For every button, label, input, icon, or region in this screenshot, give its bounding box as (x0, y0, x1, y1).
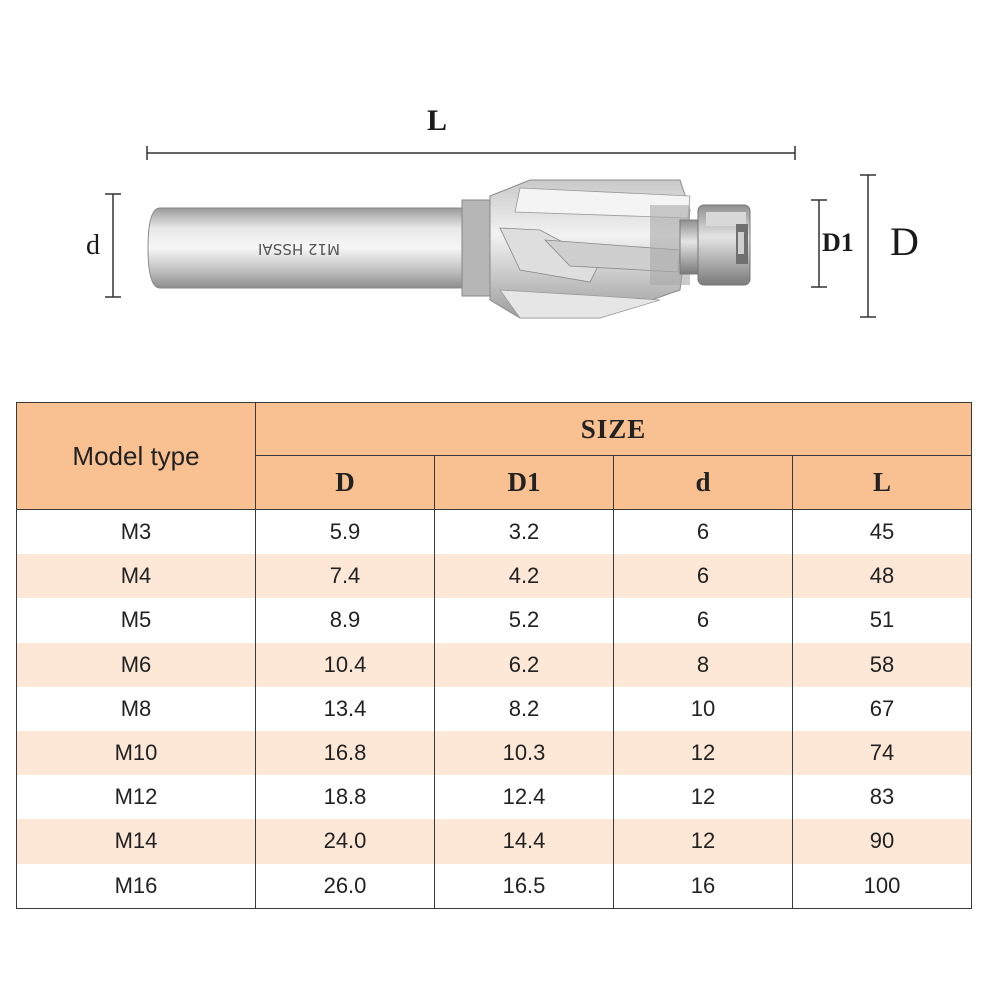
cell-d1: 8.2 (435, 687, 614, 731)
header-col-d: d (614, 456, 793, 510)
tool-diagram (0, 0, 1000, 360)
cell-d: 6 (614, 598, 793, 642)
cell-d: 6 (614, 510, 793, 555)
cell-model: M14 (17, 819, 256, 863)
cell-model: M16 (17, 864, 256, 909)
cell-d: 6 (614, 554, 793, 598)
header-size: SIZE (256, 403, 972, 456)
dimension-d (105, 194, 121, 297)
size-table (16, 402, 972, 909)
tool-pilot (680, 205, 750, 285)
header-col-L: L (793, 456, 972, 510)
cell-d: 12 (614, 775, 793, 819)
cell-l: 48 (793, 554, 972, 598)
header-col-D1: D1 (435, 456, 614, 510)
cell-d: 24.0 (256, 819, 435, 863)
cell-d: 13.4 (256, 687, 435, 731)
table-row (17, 819, 972, 863)
cell-d: 12 (614, 731, 793, 775)
cell-l: 100 (793, 864, 972, 909)
cell-model: M4 (17, 554, 256, 598)
cell-l: 74 (793, 731, 972, 775)
cell-model: M6 (17, 643, 256, 687)
cell-d1: 4.2 (435, 554, 614, 598)
table-row (17, 510, 972, 555)
cell-model: M8 (17, 687, 256, 731)
cell-l: 58 (793, 643, 972, 687)
cell-d: 16 (614, 864, 793, 909)
cell-d: 5.9 (256, 510, 435, 555)
dimension-L (147, 146, 795, 160)
table-row (17, 643, 972, 687)
header-col-D: D (256, 456, 435, 510)
cell-d1: 14.4 (435, 819, 614, 863)
cell-d: 8 (614, 643, 793, 687)
cell-d1: 6.2 (435, 643, 614, 687)
cell-d: 8.9 (256, 598, 435, 642)
cell-d1: 10.3 (435, 731, 614, 775)
table-row (17, 864, 972, 909)
cell-d: 26.0 (256, 864, 435, 909)
cell-d: 10.4 (256, 643, 435, 687)
shank-marking: M12 HSSAI (257, 240, 340, 258)
cell-d: 10 (614, 687, 793, 731)
cell-d1: 5.2 (435, 598, 614, 642)
counterbore-tool-illustration (0, 0, 1000, 360)
cell-d: 12 (614, 819, 793, 863)
cell-d: 7.4 (256, 554, 435, 598)
cell-d1: 3.2 (435, 510, 614, 555)
header-model-type: Model type (17, 403, 256, 510)
table-row (17, 554, 972, 598)
cell-d: 18.8 (256, 775, 435, 819)
table-row (17, 731, 972, 775)
cell-model: M12 (17, 775, 256, 819)
cell-l: 83 (793, 775, 972, 819)
cell-model: M5 (17, 598, 256, 642)
label-D1: D1 (822, 228, 854, 257)
cell-d1: 12.4 (435, 775, 614, 819)
cell-model: M10 (17, 731, 256, 775)
table-row (17, 775, 972, 819)
cell-d: 16.8 (256, 731, 435, 775)
label-d: d (86, 230, 100, 261)
label-L: L (427, 104, 448, 137)
table-body (17, 510, 972, 909)
cell-l: 45 (793, 510, 972, 555)
cell-l: 90 (793, 819, 972, 863)
tool-shank (148, 200, 492, 296)
label-D: D (890, 219, 919, 264)
cell-model: M3 (17, 510, 256, 555)
cell-l: 51 (793, 598, 972, 642)
cell-d1: 16.5 (435, 864, 614, 909)
cell-l: 67 (793, 687, 972, 731)
tool-cutting-head (490, 180, 690, 318)
table-row (17, 598, 972, 642)
table-row (17, 687, 972, 731)
dimension-D (860, 175, 876, 317)
